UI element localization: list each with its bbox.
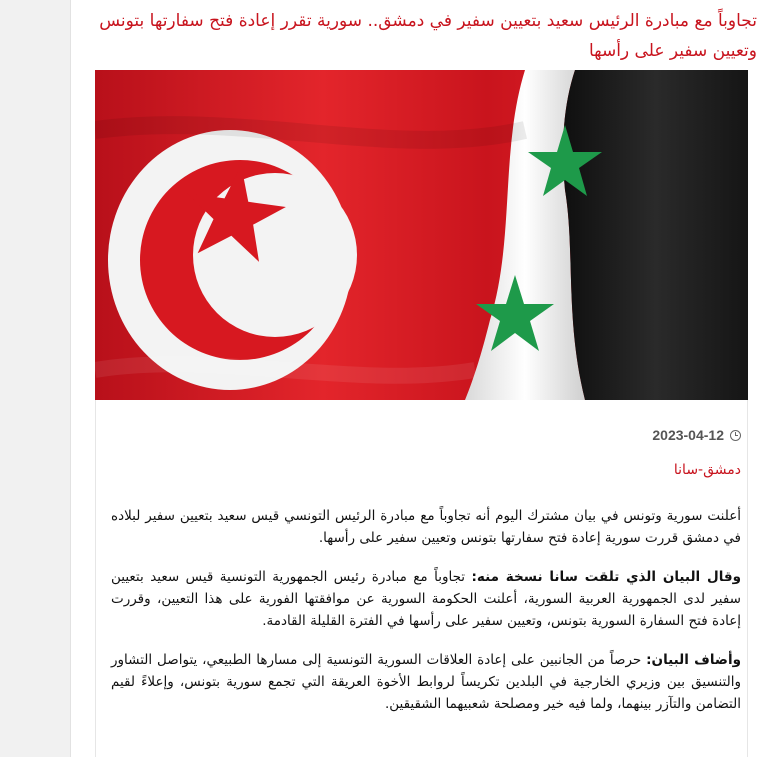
paragraph-1-text: أعلنت سورية وتونس في بيان مشترك اليوم أنه تجاوباً مع مبادرة الرئيس التونسي قيس سعيد بتعيين سفير لبلاده في دمشق قررت سورية إعادة فتح سفارتها بتونس وتعيين سفير على رأسها. <box>111 508 741 546</box>
left-sidebar-strip <box>0 0 71 757</box>
syria-black-band <box>563 70 748 400</box>
paragraph-3-text: حرصاً من الجانبين على إعادة العلاقات السورية التونسية إلى مسارها الطبيعي، يتواصل التشاور والتنسيق بين وزيري الخارجية في البلدين تكريساً لروابط الأخوة العريقة التي تجمع سورية بتونس، وإعلاءً لقيم التضامن والتآزر بينهما، ولما فيه خير ومصلحة شعبيهما الشقيقين. <box>111 652 741 712</box>
article-body <box>111 505 741 732</box>
article-source: دمشق-سانا <box>673 462 741 478</box>
flags-illustration <box>95 70 748 400</box>
paragraph-2-text: تجاوباً مع مبادرة رئيس الجمهورية التونسية قيس سعيد بتعيين سفير لدى الجمهورية العربية السورية، أعلنت الحكومة السورية عن موافقتها الفورية على هذا التعيين، وقررت إعادة فتح السفارة السورية بتونس، وتعيين سفير على رأسها في الفترة القليلة القادمة. <box>111 569 741 629</box>
paragraph-2-lead: وقال البيان الذي تلقت سانا نسخة منه: <box>471 569 741 585</box>
article <box>78 0 765 757</box>
paragraph-2 <box>111 566 741 632</box>
publish-date <box>652 427 741 443</box>
clock-icon <box>730 430 741 441</box>
paragraph-3-lead: وأضاف البيان: <box>646 652 741 668</box>
article-headline[interactable]: تجاوباً مع مبادرة الرئيس سعيد بتعيين سفير في دمشق.. سورية تقرر إعادة فتح سفارتها بتونس وتعيين سفير على رأسها <box>99 11 757 61</box>
date-text: 2023-04-12 <box>652 427 724 443</box>
paragraph-1 <box>111 505 741 549</box>
paragraph-3 <box>111 649 741 715</box>
article-hero-image <box>95 70 748 400</box>
